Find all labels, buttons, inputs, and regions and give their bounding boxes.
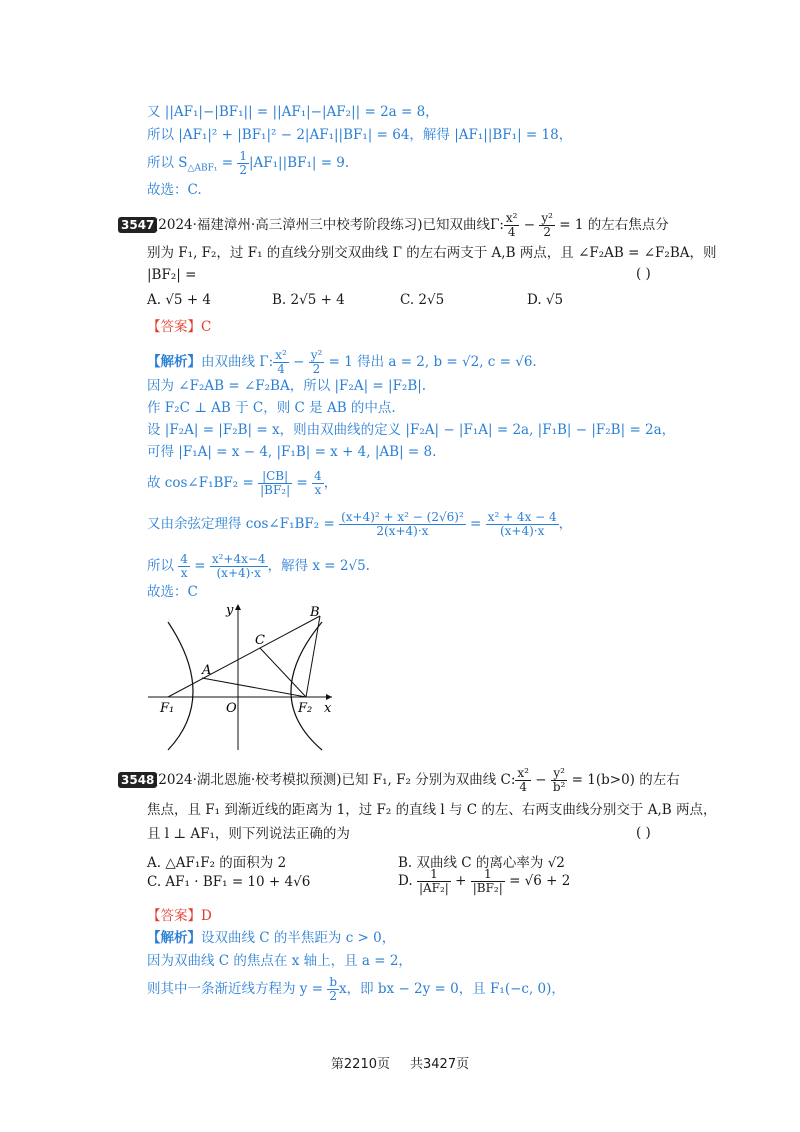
- explanation-line-8: 所以 $\frac{4}{x}$ = $\frac{\text{x²+4x−4}}{(x+4)\cdot x}$ ，解得 x = 2√5.: [147, 552, 370, 580]
- answer-paren: ( ): [636, 825, 651, 841]
- question-stem-line-2: 别为 F₁, F₂，过 F₁ 的直线分别交双曲线 Γ 的左右两支于 A,B 两点，且 ∠F₂AB = ∠F₂BA，则: [147, 245, 717, 261]
- explanation-line-2: 因为双曲线 C 的焦点在 x 轴上，且 a = 2，: [147, 953, 412, 969]
- prev-line-4: 故选：C.: [147, 182, 202, 198]
- label-f1: F₁: [160, 701, 175, 716]
- prev-line-1: 又 ||AF₁|−|BF₁|| = ||AF₁|−|AF₂|| = 2a = 8，: [147, 104, 439, 120]
- answer-line: 【答案】D: [147, 908, 212, 924]
- option-b: B. 2√5 + 4: [272, 292, 345, 308]
- question-stem-line-2: 焦点，且 F₁ 到渐近线的距离为 1，过 F₂ 的直线 l 与 C 的左、右两支曲线分别交于 A,B 两点，: [147, 802, 717, 818]
- explanation-line-6: 故 cos∠F₁BF₂ = $\frac{|CB|}{\text{|BF₂|}}$ = $\frac{4}{x}$ ，: [147, 469, 338, 497]
- option-c: C. 2√5: [400, 292, 445, 308]
- page-footer: [0, 1053, 800, 1072]
- total-pages: 共3427页: [410, 1057, 470, 1072]
- label-c: C: [255, 633, 265, 648]
- answer-paren: ( ): [636, 266, 651, 282]
- label-x: x: [324, 701, 332, 716]
- option-d: D. √5: [527, 292, 564, 308]
- prev-line-3: 所以 $S_{\triangle ABF_1}$ = $\frac{1}{2}$ |AF₁||BF₁| = 9.: [147, 149, 350, 177]
- question-stem-line-1: (2024·湖北恩施·校考模拟预测)已知 F₁, F₂ 分别为双曲线 C: $\frac{\text{x²}}{4}$ − $\frac{\text{y²}}{\text{b²}}$ = 1(b>0) 的左右: [153, 766, 680, 794]
- prev-line-2: 所以 |AF₁|² + |BF₁|² − 2|AF₁||BF₁| = 64，解得 |AF₁||BF₁| = 18，: [147, 127, 573, 143]
- answer-line: 【答案】C: [147, 319, 212, 335]
- y-axis-arrow: [235, 604, 241, 610]
- option-a: A. √5 + 4: [147, 292, 212, 308]
- label-y: y: [226, 603, 234, 618]
- explanation-line-3: 则其中一条渐近线方程为 y = $\frac{b}{2}$ x，即 bx − 2y = 0，且 F₁(−c, 0)，: [147, 975, 565, 1003]
- question-stem-line-3: 且 l ⊥ AF₁，则下列说法正确的为: [147, 826, 350, 842]
- question-number: 3547: [118, 217, 157, 233]
- line-b-f2: [306, 616, 320, 697]
- question-stem-line-1: (2024·福建漳州·高三漳州三中校考阶段练习)已知双曲线Γ: $\frac{\text{x²}}{4}$ − $\frac{\text{y²}}{2}$ = 1 的左右焦点分: [153, 211, 669, 239]
- explanation-line-7: 又由余弦定理得 cos∠F₁BF₂ = $\frac{\text{(x+4)² + x² − (2√6)²}}{2(x+4)\cdot x}$ = $\frac{\text{x² + 4x − 4}}{(x+4)\cdot x}$ ，: [147, 510, 573, 538]
- page-number: 第2210页: [330, 1057, 390, 1072]
- hyperbola-figure: [140, 600, 340, 755]
- explanation-line-5: 可得 |F₁A| = x − 4, |F₁B| = x + 4, |AB| = 8.: [147, 444, 437, 460]
- explanation-line-2: 因为 ∠F₂AB = ∠F₂BA，所以 |F₂A| = |F₂B|.: [147, 378, 427, 394]
- explanation-line-9: 故选：C: [147, 584, 198, 600]
- explanation-line-1: 【解析】由双曲线 Γ: $\frac{\text{x²}}{4}$ − $\frac{\text{y²}}{2}$ = 1 得出 a = 2, b = √2, c = √6.: [147, 348, 537, 376]
- explanation-line-3: 作 F₂C ⊥ AB 于 C，则 C 是 AB 的中点.: [147, 400, 396, 416]
- option-d: D. $\frac{1}{\text{|AF₂|}}$ + $\frac{1}{\text{|BF₂|}}$ = √6 + 2: [398, 867, 571, 895]
- option-b: B. 双曲线 C 的离心率为 √2: [398, 855, 565, 871]
- option-a: A. △AF₁F₂ 的面积为 2: [147, 855, 287, 871]
- question-stem-line-3: |BF₂| =: [147, 267, 197, 283]
- label-o: O: [226, 701, 237, 716]
- line-f1-b: [168, 616, 320, 697]
- explanation-line-1: 【解析】设双曲线 C 的半焦距为 c > 0，: [147, 930, 396, 946]
- label-f2: F₂: [298, 701, 313, 716]
- question-number: 3548: [118, 772, 157, 788]
- label-b: B: [310, 605, 320, 620]
- explanation-line-4: 设 |F₂A| = |F₂B| = x，则由双曲线的定义 |F₂A| − |F₁A| = 2a, |F₁B| − |F₂B| = 2a，: [147, 422, 676, 438]
- label-a: A: [202, 663, 212, 678]
- option-c: C. AF₁ · BF₁ = 10 + 4√6: [147, 874, 311, 890]
- x-axis-arrow: [326, 694, 332, 700]
